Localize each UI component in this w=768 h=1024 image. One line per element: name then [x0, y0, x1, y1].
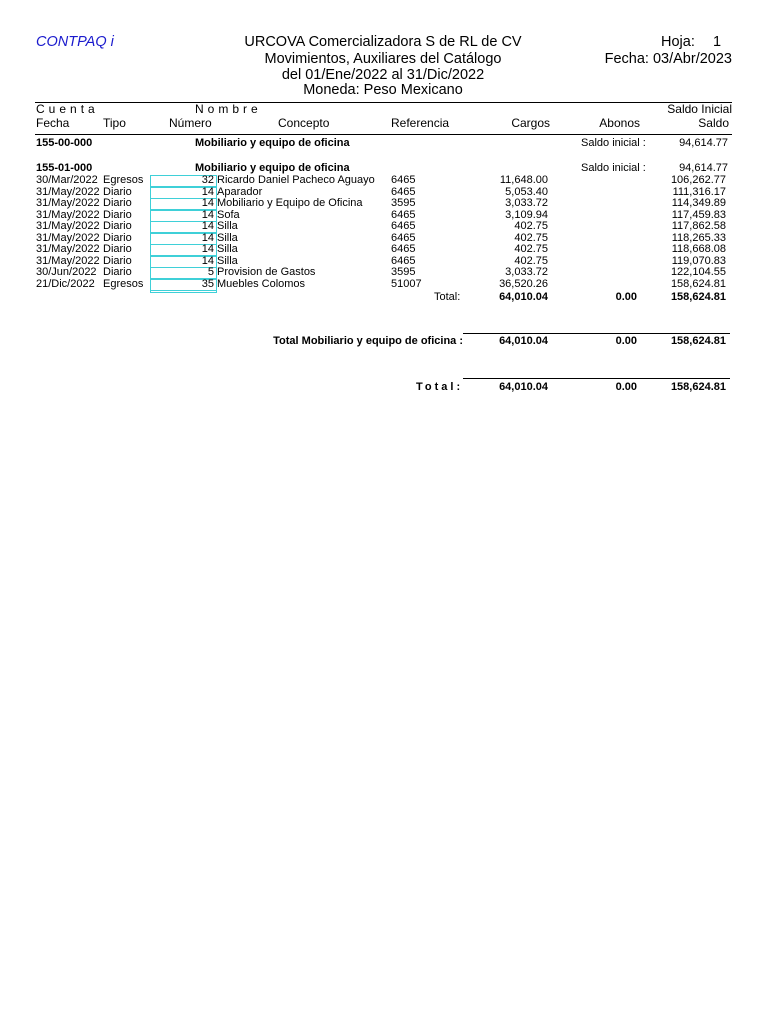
group-total-saldo: 158,624.81 — [670, 335, 726, 347]
cell-tipo: Diario — [103, 220, 132, 233]
cell-numero: 35 — [201, 277, 214, 290]
cell-fecha: 30/Jun/2022 — [36, 266, 97, 279]
cell-numero: 14 — [201, 208, 214, 221]
cell-numero: 14 — [201, 243, 214, 256]
col-saldo: Saldo — [698, 116, 729, 130]
cell-tipo: Diario — [103, 231, 132, 244]
cell-numero: 14 — [201, 220, 214, 233]
cell-numero: 14 — [201, 231, 214, 244]
cell-referencia: 6465 — [391, 185, 416, 198]
cell-fecha: 31/May/2022 — [36, 197, 100, 210]
grand-total-abonos: 0.00 — [615, 381, 637, 393]
cell-fecha: 31/May/2022 — [36, 220, 100, 233]
cell-concepto: Provision de Gastos — [217, 266, 316, 279]
cell-saldo: 118,668.08 — [671, 243, 726, 256]
group-account-name: Mobiliario y equipo de oficina — [195, 137, 350, 149]
col-concepto: Concepto — [278, 116, 330, 130]
group-total-abonos: 0.00 — [615, 335, 637, 347]
subtotal-cargos: 64,010.04 — [499, 290, 548, 303]
cell-referencia: 6465 — [391, 254, 416, 267]
subaccount-saldo-value: 94,614.77 — [679, 162, 728, 174]
cell-fecha: 31/May/2022 — [36, 243, 100, 256]
cell-cargos: 402.75 — [514, 231, 548, 244]
subaccount-saldo-label: Saldo inicial : — [581, 162, 646, 174]
group-total-rule — [463, 333, 730, 334]
cell-concepto: Silla — [217, 231, 238, 244]
grand-total-rule — [463, 378, 730, 379]
cell-numero: 5 — [207, 266, 214, 279]
grand-total-saldo: 158,624.81 — [670, 381, 726, 393]
cell-cargos: 3,033.72 — [505, 197, 548, 210]
cell-tipo: Diario — [103, 197, 132, 210]
cell-cargos: 3,109.94 — [505, 208, 548, 221]
cell-tipo: Diario — [103, 243, 132, 256]
cell-fecha: 31/May/2022 — [36, 208, 100, 221]
grand-total-label: Total: — [416, 381, 464, 393]
cell-cargos: 36,520.26 — [499, 277, 548, 290]
cell-referencia: 6465 — [391, 220, 416, 233]
cell-saldo: 158,624.81 — [670, 277, 726, 290]
col-cuenta: Cuenta — [36, 102, 99, 116]
subaccount-number: 155-01-000 — [36, 162, 93, 174]
cell-tipo: Diario — [103, 185, 132, 198]
cell-referencia: 51007 — [391, 277, 422, 290]
cell-cargos: 402.75 — [514, 254, 548, 267]
col-referencia: Referencia — [391, 116, 450, 130]
cell-referencia: 6465 — [391, 231, 416, 244]
cell-cargos: 3,033.72 — [505, 266, 548, 279]
cell-cargos: 11,648.00 — [499, 174, 548, 186]
col-tipo: Tipo — [103, 116, 126, 130]
cell-referencia: 3595 — [391, 266, 416, 279]
cell-referencia: 6465 — [391, 174, 416, 186]
col-numero: Número — [169, 116, 212, 130]
cell-fecha: 31/May/2022 — [36, 185, 100, 198]
subtotal-abonos: 0.00 — [615, 290, 637, 303]
cell-cargos: 402.75 — [514, 243, 548, 256]
subtotal-saldo: 158,624.81 — [670, 290, 726, 303]
cell-saldo: 118,265.33 — [671, 231, 726, 244]
subaccount-name: Mobiliario y equipo de oficina — [195, 162, 350, 174]
cell-saldo: 106,262.77 — [670, 174, 726, 186]
cell-concepto: Silla — [217, 243, 238, 256]
cell-tipo: Diario — [103, 208, 132, 221]
cell-numero: 32 — [201, 174, 214, 186]
company-name: URCOVA Comercializadora S de RL de CV — [244, 34, 522, 50]
cell-saldo: 117,862.58 — [671, 220, 726, 233]
report-name: Movimientos, Auxiliares del Catálogo — [264, 50, 502, 67]
col-abonos: Abonos — [599, 116, 640, 130]
cell-numero: 14 — [201, 254, 214, 267]
page-label: Hoja: — [661, 34, 695, 50]
cell-tipo: Diario — [103, 266, 132, 279]
cell-concepto: Ricardo Daniel Pacheco Aguayo — [217, 174, 375, 186]
cell-saldo: 114,349.89 — [671, 197, 726, 210]
cell-concepto: Mobiliario y Equipo de Oficina — [217, 197, 363, 210]
cell-tipo: Egresos — [103, 277, 144, 290]
cell-tipo: Egresos — [103, 174, 144, 186]
cell-tipo: Diario — [103, 254, 132, 267]
report-currency: Moneda: Peso Mexicano — [303, 82, 463, 98]
cell-referencia: 6465 — [391, 208, 416, 221]
header-top-rule — [35, 102, 732, 103]
cell-saldo: 111,316.17 — [672, 185, 726, 198]
col-cargos: Cargos — [511, 116, 550, 130]
subtotal-label: Total: — [434, 290, 461, 303]
cell-fecha: 31/May/2022 — [36, 231, 100, 244]
cell-concepto: Sofa — [217, 208, 240, 221]
group-saldo-label: Saldo inicial : — [581, 137, 646, 149]
cell-cargos: 5,053.40 — [505, 185, 548, 198]
cell-fecha: 30/Mar/2022 — [36, 174, 98, 186]
cell-numero: 14 — [201, 185, 214, 198]
col-saldo-inicial: Saldo Inicial — [667, 102, 732, 116]
page-number: 1 — [713, 34, 722, 50]
col-fecha: Fecha — [36, 116, 70, 130]
group-total-cargos: 64,010.04 — [499, 335, 548, 347]
col-nombre: Nombre — [195, 102, 262, 116]
header-bottom-rule — [35, 134, 732, 135]
cell-concepto: Silla — [217, 220, 238, 233]
cell-saldo: 122,104.55 — [670, 266, 726, 279]
cell-referencia: 6465 — [391, 243, 416, 256]
cell-saldo: 119,070.83 — [671, 254, 726, 267]
brand-logo-text: CONTPAQ i — [36, 34, 114, 50]
cell-numero: 14 — [201, 197, 214, 210]
cell-fecha: 21/Dic/2022 — [36, 277, 95, 290]
report-date: Fecha: 03/Abr/2023 — [604, 50, 732, 67]
cell-saldo: 117,459.83 — [671, 208, 726, 221]
cell-concepto: Muebles Colomos — [217, 277, 306, 290]
group-saldo-value: 94,614.77 — [679, 137, 728, 149]
cell-concepto: Aparador — [217, 185, 263, 198]
cell-cargos: 402.75 — [514, 220, 548, 233]
cell-fecha: 31/May/2022 — [36, 254, 100, 267]
cell-referencia: 3595 — [391, 197, 416, 210]
report-period: del 01/Ene/2022 al 31/Dic/2022 — [281, 67, 485, 83]
grand-total-cargos: 64,010.04 — [499, 381, 548, 393]
cell-concepto: Silla — [217, 254, 238, 267]
group-total-label: Total Mobiliario y equipo de oficina : — [273, 335, 463, 347]
group-account-number: 155-00-000 — [36, 137, 93, 149]
